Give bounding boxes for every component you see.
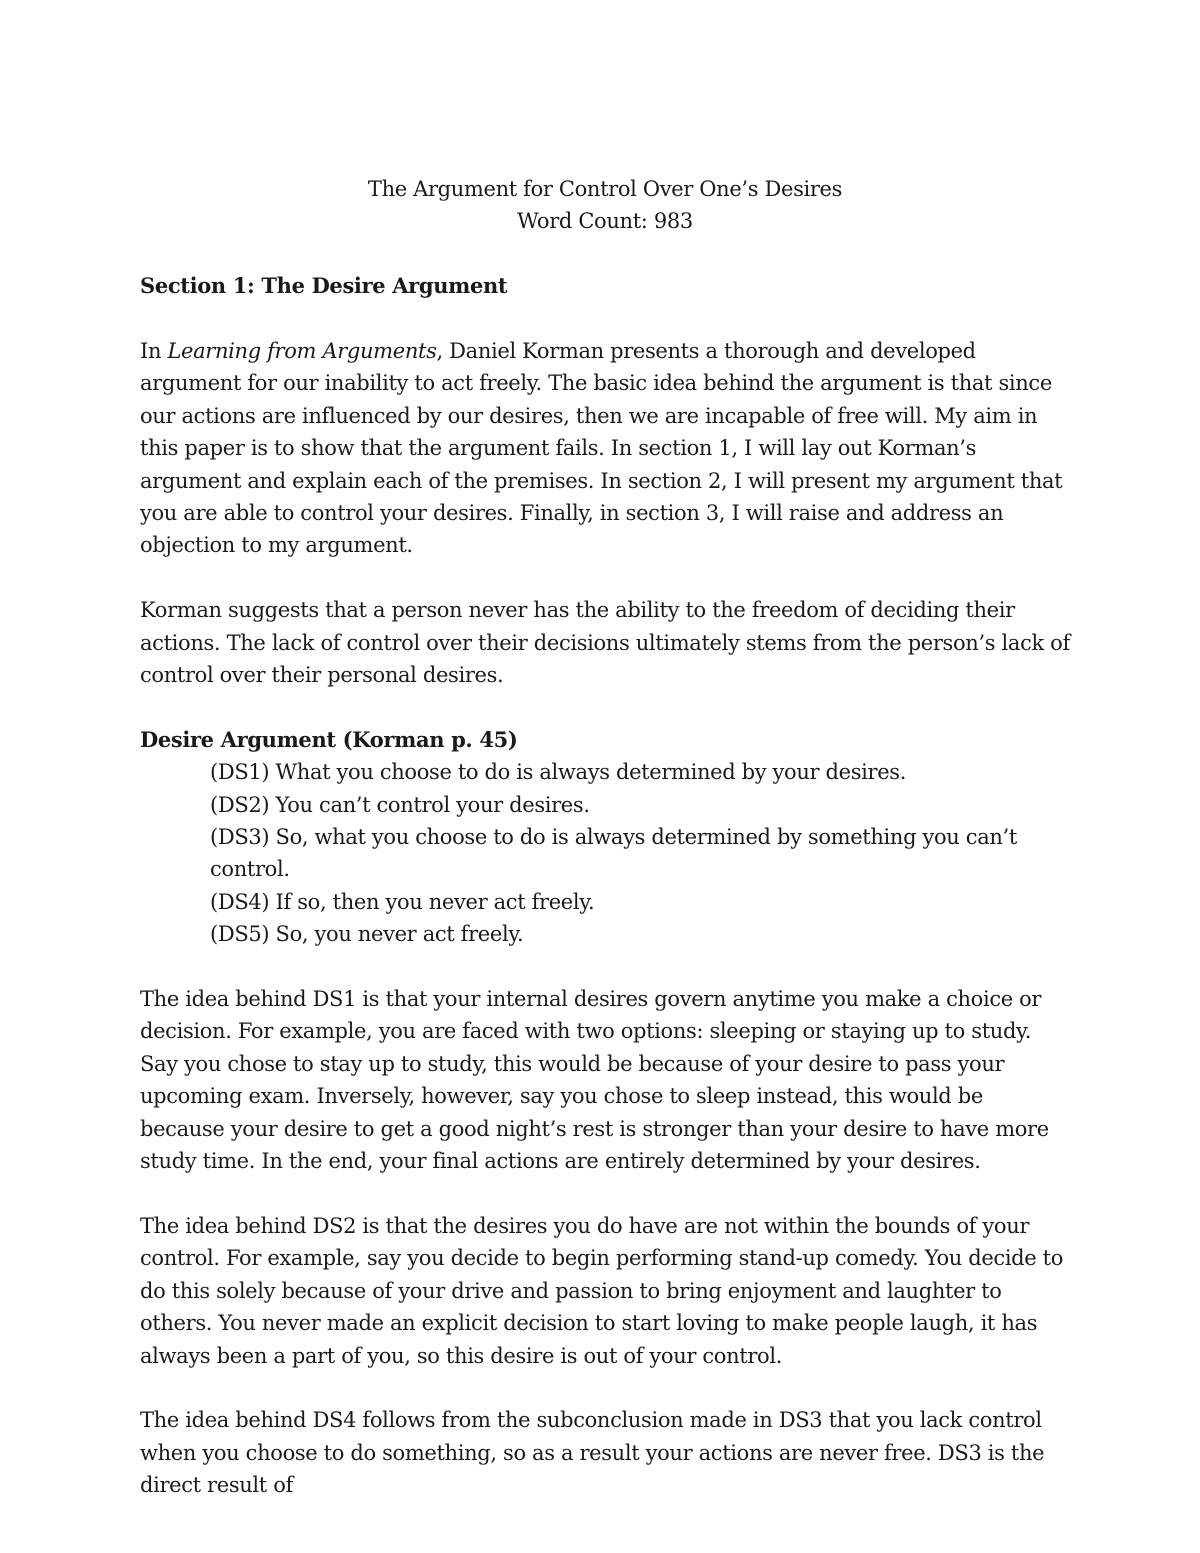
korman-summary-paragraph: Korman suggests that a person never has the ability to the freedom of deciding their actions. The lack of control over their decisions ultimately stems from the person’s lack of control over their personal desires. [140, 598, 1070, 688]
book-title: Learning from Arguments [167, 339, 437, 363]
premise-ds3: (DS3) So, what you choose to do is always determined by something you can’t control. [210, 825, 1017, 882]
premise-ds2: (DS2) You can’t control your desires. [210, 792, 590, 817]
paper-title: The Argument for Control Over One’s Desires [367, 177, 843, 201]
premise-ds1: (DS1) What you choose to do is always determined by your desires. [210, 760, 907, 785]
document-page [140, 173, 1070, 1534]
ds2-explanation-paragraph: The idea behind DS2 is that the desires you do have are not within the bounds of your control. For example, say you decide to begin performing stand-up comedy. You decide to do this solely because of your drive and passion to bring enjoyment and laughter to others. You never made an explicit decision to start loving to make people laugh, it has always been a part of you, so this desire is out of your control. [140, 1213, 1064, 1368]
title-block [140, 173, 1070, 238]
ds1-explanation-paragraph: The idea behind DS1 is that your internal desires govern anytime you make a choice or decision. For example, you are faced with two options: sleeping or staying up to study. Say you chose to stay up to study, this would be because of your desire to pass your upcoming exam. Inversely, however, say you chose to sleep instead, this would be because your desire to get a good night’s rest is stronger than your desire to have more study time. In the end, your final actions are entirely determined by your desires. [140, 987, 1049, 1174]
intro-body: , Daniel Korman presents a thorough and developed argument for our inability to act freely. The basic idea behind the argument is that since our actions are influenced by our desires, then we are incapable of free will. My aim in this paper is to show that the argument fails. In section 1, I will lay out Korman’s argument and explain each of the premises. In section 2, I will present my argument that you are able to control your desires. Finally, in section 3, I will raise and address an objection to my argument. [140, 339, 1063, 558]
section-1-heading: Section 1: The Desire Argument [140, 273, 508, 299]
word-count: Word Count: 983 [517, 209, 693, 234]
premise-ds4: (DS4) If so, then you never act freely. [210, 889, 595, 914]
ds4-explanation-paragraph: The idea behind DS4 follows from the subconclusion made in DS3 that you lack control when you choose to do something, so as a result your actions are never free. DS3 is the direct result of [140, 1408, 1045, 1498]
intro-paragraph [140, 335, 1070, 562]
premise-list [140, 756, 1070, 950]
desire-argument-heading: Desire Argument (Korman p. 45) [140, 726, 518, 752]
intro-prefix: In [140, 339, 168, 363]
premise-ds5: (DS5) So, you never act freely. [210, 922, 524, 947]
